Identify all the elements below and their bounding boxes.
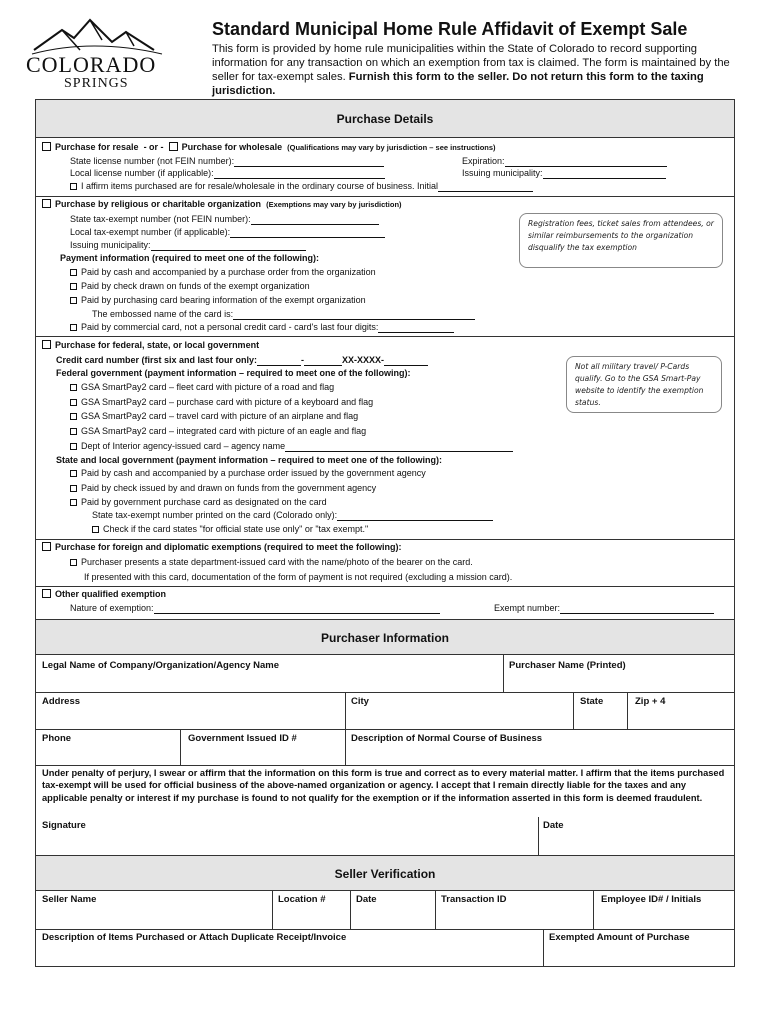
- expiration-field[interactable]: [505, 157, 667, 167]
- exempted-amount-label: Exempted Amount of Purchase: [549, 932, 690, 943]
- commercial-card-label: Paid by commercial card, not a personal credit card - card's last four digits:: [81, 322, 379, 332]
- commercial-card-checkbox[interactable]: [70, 324, 77, 331]
- option-label: Paid by check drawn on funds of the exempt organization: [81, 281, 310, 291]
- state-exempt-field[interactable]: [251, 215, 379, 225]
- option-label: GSA SmartPay2 card – fleet card with picture of a road and flag: [81, 382, 335, 392]
- foreign-row: Purchase for foreign and diplomatic exemptions (required to meet the following):: [42, 542, 402, 553]
- issuing-municipality-label: Issuing municipality:: [462, 168, 543, 178]
- religious-checkbox[interactable]: [42, 199, 51, 208]
- wholesale-checkbox[interactable]: [169, 142, 178, 151]
- gsa-integrated-checkbox[interactable]: [70, 428, 77, 435]
- federal-heading: Federal government (payment information – required to meet one of the following):: [56, 368, 411, 378]
- last-four-field[interactable]: [378, 323, 454, 333]
- signature-date-label: Date: [543, 820, 564, 831]
- nature-field[interactable]: [154, 604, 440, 614]
- option-label: Purchaser presents a state department-issued card with the name/photo of the bearer on the card.: [81, 557, 473, 567]
- affirm-label: I affirm items purchased are for resale/wholesale in the ordinary course of business.: [81, 181, 415, 191]
- gsa-fleet-checkbox[interactable]: [70, 384, 77, 391]
- colorado-springs-logo: [22, 16, 172, 96]
- legal-name-label: Legal Name of Company/Organization/Agency Name: [42, 660, 280, 671]
- business-description-label: Description of Normal Course of Business: [351, 733, 543, 744]
- religious-row: Purchase by religious or charitable organization (Exemptions may vary by jurisdiction): [42, 199, 402, 210]
- resale-checkbox[interactable]: [42, 142, 51, 151]
- gov-id-label: Government Issued ID #: [188, 733, 297, 744]
- gov-check-checkbox[interactable]: [70, 485, 77, 492]
- state-exempt-card-label: State tax-exempt number printed on the card (Colorado only):: [92, 510, 338, 520]
- option-label: GSA SmartPay2 card – integrated card with picture of an eagle and flag: [81, 426, 367, 436]
- state-license-field[interactable]: [234, 157, 384, 167]
- payment-heading: Payment information (required to meet one of the following):: [60, 253, 320, 263]
- government-checkbox[interactable]: [42, 340, 51, 349]
- issuing-municipality-field[interactable]: [543, 169, 666, 179]
- seller-name-label: Seller Name: [42, 894, 97, 905]
- local-exempt-label: Local tax-exempt number (if applicable):: [70, 227, 231, 237]
- gsa-travel-checkbox[interactable]: [70, 413, 77, 420]
- check-checkbox[interactable]: [70, 283, 77, 290]
- city-label: City: [351, 696, 369, 707]
- gov-cash-checkbox[interactable]: [70, 470, 77, 477]
- signature-label: Signature: [42, 820, 86, 831]
- cash-po-checkbox[interactable]: [70, 269, 77, 276]
- logo-line2: SPRINGS: [64, 76, 129, 91]
- foreign-checkbox[interactable]: [42, 542, 51, 551]
- option-label: Dept of Interior agency-issued card – agency name: [81, 441, 286, 451]
- credit-card-row: Credit card number (first six and last four only: - XX-XXXX-: [56, 355, 428, 366]
- state-exempt-label: State tax-exempt number (not FEIN number):: [70, 214, 251, 224]
- intro-instruction: Furnish this form to the seller. Do not return this form to the taxing jurisdiction.: [212, 71, 704, 97]
- foreign-note: If presented with this card, documentation of the form of payment is not required (excluding a mission card).: [84, 572, 513, 582]
- gsa-purchase-checkbox[interactable]: [70, 399, 77, 406]
- purchaser-information-heading: Purchaser Information: [36, 619, 734, 655]
- other-exemption-checkbox[interactable]: [42, 589, 51, 598]
- gsa-note: Not all military travel/ P-Cards qualify. Go to the GSA Smart-Pay website to identify the exemption status.: [566, 356, 722, 413]
- exempt-number-label: Exempt number:: [494, 603, 561, 613]
- form-title: Standard Municipal Home Rule Affidavit of Exempt Sale: [212, 19, 688, 39]
- agency-name-field[interactable]: [285, 442, 513, 452]
- logo-line1: COLORADO: [26, 52, 157, 77]
- location-label: Location #: [278, 894, 326, 905]
- state-license-label: State license number (not FEIN number):: [70, 156, 235, 166]
- card-last-field[interactable]: [384, 356, 428, 366]
- state-dept-card-checkbox[interactable]: [70, 559, 77, 566]
- card-middle-field[interactable]: [304, 356, 342, 366]
- religious-municipality-field[interactable]: [151, 241, 306, 251]
- option-label: Paid by cash and accompanied by a purchase order from the organization: [81, 267, 376, 277]
- nature-label: Nature of exemption:: [70, 603, 154, 613]
- seller-date-label: Date: [356, 894, 377, 905]
- religious-note: Registration fees, ticket sales from attendees, or similar reimbursements to the organization disqualify the tax exemption: [519, 213, 723, 268]
- option-label: Paid by cash and accompanied by a purchase order issued by the government agency: [81, 468, 426, 478]
- local-license-field[interactable]: [214, 169, 385, 179]
- embossed-field[interactable]: [233, 310, 475, 320]
- official-use-label: Check if the card states "for official state use only" or "tax exempt.": [103, 524, 369, 534]
- option-label: Paid by purchasing card bearing information of the exempt organization: [81, 295, 366, 305]
- official-use-checkbox[interactable]: [92, 526, 99, 533]
- state-exempt-card-field[interactable]: [337, 511, 493, 521]
- phone-label: Phone: [42, 733, 72, 744]
- purchaser-name-label: Purchaser Name (Printed): [509, 660, 626, 671]
- local-exempt-field[interactable]: [230, 228, 385, 238]
- doi-card-checkbox[interactable]: [70, 443, 77, 450]
- card-first-field[interactable]: [257, 356, 301, 366]
- purchasing-card-checkbox[interactable]: [70, 297, 77, 304]
- purchase-details-heading: Purchase Details: [36, 99, 734, 138]
- state-heading: State and local government (payment information – required to meet one of the following):: [56, 455, 443, 465]
- embossed-label: The embossed name of the card is:: [92, 309, 234, 319]
- resale-row: Purchase for resale - or - Purchase for wholesale (Qualifications may vary by jurisdiction – see instructions): [42, 142, 496, 153]
- initial-field[interactable]: [438, 182, 533, 192]
- option-label: GSA SmartPay2 card – purchase card with picture of a keyboard and flag: [81, 397, 374, 407]
- exempt-number-field[interactable]: [560, 604, 714, 614]
- employee-id-label: Employee ID# / Initials: [601, 894, 702, 905]
- expiration-label: Expiration:: [462, 156, 505, 166]
- zip-label: Zip + 4: [635, 696, 666, 707]
- transaction-id-label: Transaction ID: [441, 894, 507, 905]
- state-label: State: [580, 696, 604, 707]
- religious-municipality-label: Issuing municipality:: [70, 240, 151, 250]
- option-label: GSA SmartPay2 card – travel card with picture of an airplane and flag: [81, 411, 359, 421]
- local-license-label: Local license number (if applicable):: [70, 168, 214, 178]
- form-intro: This form is provided by home rule municipalities within the State of Colorado to record supporting information for any transaction on which an exemption from tax is claimed. The form is maintained by the seller for tax-exempt sales. Furnish this form to the seller. Do not return this form to the taxing jurisdiction.: [212, 43, 730, 97]
- affirm-checkbox[interactable]: [70, 183, 77, 190]
- other-row: Other qualified exemption: [42, 589, 166, 600]
- government-row: Purchase for federal, state, or local government: [42, 340, 259, 351]
- mountain-logo-icon: [22, 16, 172, 56]
- option-label: Paid by government purchase card as designated on the card: [81, 497, 327, 507]
- perjury-statement: Under penalty of perjury, I swear or affirm that the information on this form is true and correct as to every material matter. I affirm that the items purchased tax-exempt will be used for official business of the above-named organization or agency. I accept that I remain directly liable for the taxes and any applicable penalty or interest if my purchase is found to not qualify for the exemption or if the information asserted in this form is deemed fraudulent.: [42, 768, 725, 803]
- items-description-label: Description of Items Purchased or Attach Duplicate Receipt/Invoice: [42, 932, 347, 943]
- option-label: Paid by check issued by and drawn on funds from the government agency: [81, 483, 377, 493]
- seller-verification-heading: Seller Verification: [36, 855, 734, 891]
- gov-card-checkbox[interactable]: [70, 499, 77, 506]
- address-label: Address: [42, 696, 81, 707]
